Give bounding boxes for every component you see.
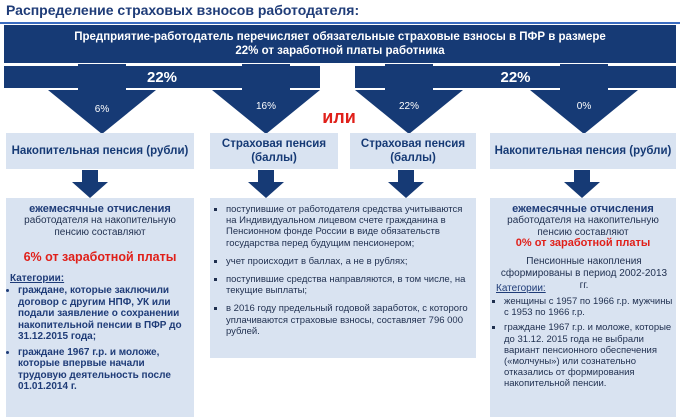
left-line2: работодателя на накопительную пенсию составляют [24,215,176,238]
middle-item: ▪ поступившие от работодателя средства учитываются на Индивидуальном лицевом счете гражданина в Пенсионном фонде России в виде обязательств государства перед будущим пенсионером; [226,204,472,249]
right-category-item: ▪ женщины с 1957 по 1966 г.р. мужчины с 1953 по 1966 г.р. [504,296,674,318]
right-category-item: ▪ граждане 1967 г.р. и моложе, которые до 31.12. 2015 года не выбрали вариант пенсионного обеспечения («молчуны») или сознательно отказались от формирования накопительной пенсии. [504,322,674,389]
top-banner: Предприятие-работодатель перечисляет обязательные страховые взносы в ПФР в размере 22% от заработной платы работника [4,25,676,63]
left-total: 22% [146,68,178,86]
right-categories-label: Категории: [496,283,546,294]
sub-arrow-3 [388,170,424,198]
left-highlight: 6% от заработной платы [23,250,177,264]
sub-arrow-4 [564,170,600,198]
middle-panel-list [214,204,472,341]
left-category-item: • граждане, которые заключили договор с другим НПФ, УК или подали заявление о сохранении накопительной пенсии в ПФР до 31.12.2015 года; [18,285,192,343]
left-categories-label: Категории: [10,273,65,284]
header-insurance-left: Страховая пенсия (баллы) [210,133,338,169]
arrow-left-6-label: 6% [94,104,110,115]
header-funded-right: Накопительная пенсия (рубли) [490,133,676,169]
sub-arrows [0,170,680,200]
sub-arrow-1 [72,170,108,198]
left-category-list [8,285,192,397]
header-insurance-right: Страховая пенсия (баллы) [350,133,476,169]
right-highlight: 0% от заработной платы [515,237,651,249]
right-category-list [492,296,674,394]
middle-item: ▪ в 2016 году предельный годовой заработок, с которого уплачиваются страховые взносы, составляет 796 000 рублей. [226,303,472,337]
header-funded-left: Накопительная пенсия (рубли) [6,133,194,169]
right-line1: ежемесячные отчисления [512,203,654,215]
left-category-item: • граждане 1967 г.р. и моложе, которые впервые начали трудовую деятельность после 01.01.2014 г. [18,347,192,393]
middle-item: ▪ учет происходит в баллах, а не в рублях; [226,256,472,267]
sub-arrow-2 [248,170,284,198]
right-panel-text [494,203,672,239]
or-label: или [322,107,356,127]
title-underline [0,22,680,24]
arrow-right-22-label: 22% [398,101,419,112]
right-total: 22% [500,68,531,86]
right-total-band [355,66,676,88]
left-panel-text [10,203,190,239]
arrow-left-16-label: 16% [255,101,276,112]
right-note: Пенсионные накопления сформированы в период 2002-2013 гг. [500,256,668,291]
arrow-right-0-label: 0% [576,101,592,112]
right-line2: работодателя на накопительную пенсию составляют [507,215,659,238]
middle-item: ▪ поступившие средства направляются, в том числе, на текущие выплаты; [226,274,472,296]
page-title: Распределение страховых взносов работодателя: [6,2,360,18]
left-line1: ежемесячные отчисления [29,203,171,215]
left-total-band [4,66,320,88]
